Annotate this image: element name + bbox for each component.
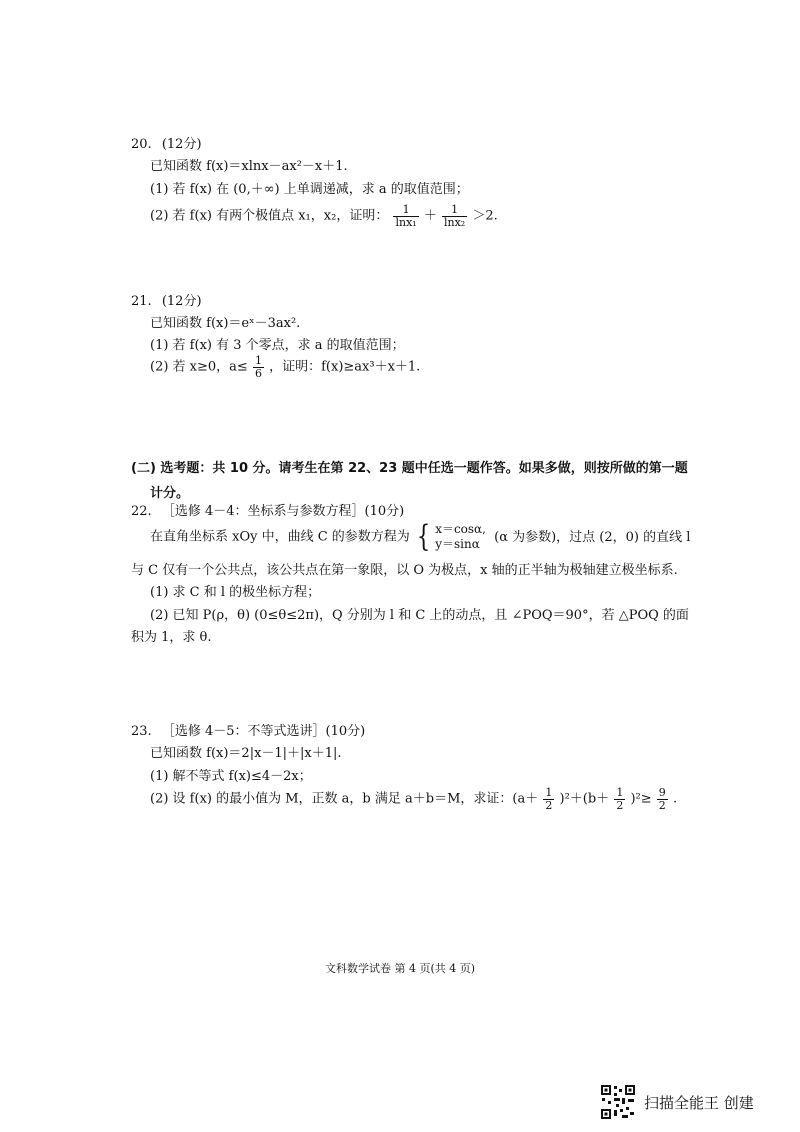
fraction: $\frac{9}{2}$: [658, 786, 666, 812]
fraction: $\frac{1}{\text{lnx₂}}$: [443, 203, 466, 229]
scanner-watermark: [600, 1084, 754, 1120]
question-score: (12分): [161, 137, 202, 152]
question-title: ［选修 4－5：不等式选讲］(10分): [161, 724, 366, 739]
fraction: $\frac{1}{2}$: [545, 786, 553, 812]
question-stem: 已知函数 f(x)＝xlnx－ax²－x＋1.: [150, 159, 348, 174]
question-stem: 在直角坐标系 xOy 中，曲线 C 的参数方程为 { x＝cosα, y＝sinα (α 为参数)，过点 (2，0) 的直线 l: [150, 519, 691, 554]
question-stem: 已知函数 f(x)＝2|x－1|＋|x＋1|.: [150, 746, 342, 761]
question-number: 21.: [131, 294, 152, 309]
fraction: $\frac{1}{2}$: [616, 786, 624, 812]
part-2: (2) 若 f(x) 有两个极值点 x₁，x₂，证明： $\frac{1}{\text{lnx₁}}$ ＋ $\frac{1}{\text{lnx₂}}$ ＞2.: [150, 203, 498, 229]
section-line-2: 计分。: [150, 486, 190, 501]
stem-continued: 与 C 仅有一个公共点，该公共点在第一象限，以 O 为极点，x 轴的正半轴为极轴建立极坐标系.: [131, 563, 678, 578]
brace-icon: {: [416, 519, 431, 554]
question-number: 22.: [131, 504, 152, 519]
qr-code-icon: [600, 1084, 636, 1120]
part-2: (2) 已知 P(ρ，θ) (0≤θ≤2π)，Q 分别为 l 和 C 上的动点，且 ∠POQ＝90°，若 △POQ 的面: [150, 608, 689, 623]
part-1: (1) 解不等式 f(x)≤4－2x；: [150, 769, 312, 784]
part-2-continued: 积为 1，求 θ.: [131, 630, 212, 645]
parametric-system: x＝cosα, y＝sinα: [435, 522, 486, 551]
page-footer: 文科数学试卷 第 4 页(共 4 页): [324, 962, 476, 975]
question-stem: 已知函数 f(x)＝eˣ－3ax².: [150, 316, 301, 331]
part-2: (2) 若 x≥0，a≤ $\frac{1}{6}$ ，证明：f(x)≥ax³＋x＋1.: [150, 354, 421, 380]
part-1: (1) 若 f(x) 有 3 个零点，求 a 的取值范围；: [150, 338, 405, 353]
question-number: 20.: [131, 137, 152, 152]
part-2: (2) 设 f(x) 的最小值为 M，正数 a，b 满足 a＋b＝M，求证：(a＋ $\frac{1}{2}$ )²＋(b＋ $\frac{1}{2}$ )²≥ $\frac{9}{2}$ .: [150, 786, 678, 812]
section-header: [131, 457, 688, 501]
question-number: 23.: [131, 724, 152, 739]
question-title: ［选修 4－4：坐标系与参数方程］(10分): [161, 504, 405, 519]
section-line-1: (二) 选考题：共 10 分。请考生在第 22、23 题中任选一题作答。如果多做，则按所做的第一题: [131, 461, 688, 476]
part-1: (1) 求 C 和 l 的极坐标方程；: [150, 585, 321, 600]
question-score: (12分): [161, 294, 202, 309]
watermark-text: 扫描全能王 创建: [644, 1093, 754, 1112]
fraction: $\frac{1}{6}$: [254, 354, 262, 380]
part-1: (1) 若 f(x) 在 (0,＋∞) 上单调递减，求 a 的取值范围；: [150, 182, 469, 197]
fraction: $\frac{1}{\text{lnx₁}}$: [395, 203, 417, 229]
